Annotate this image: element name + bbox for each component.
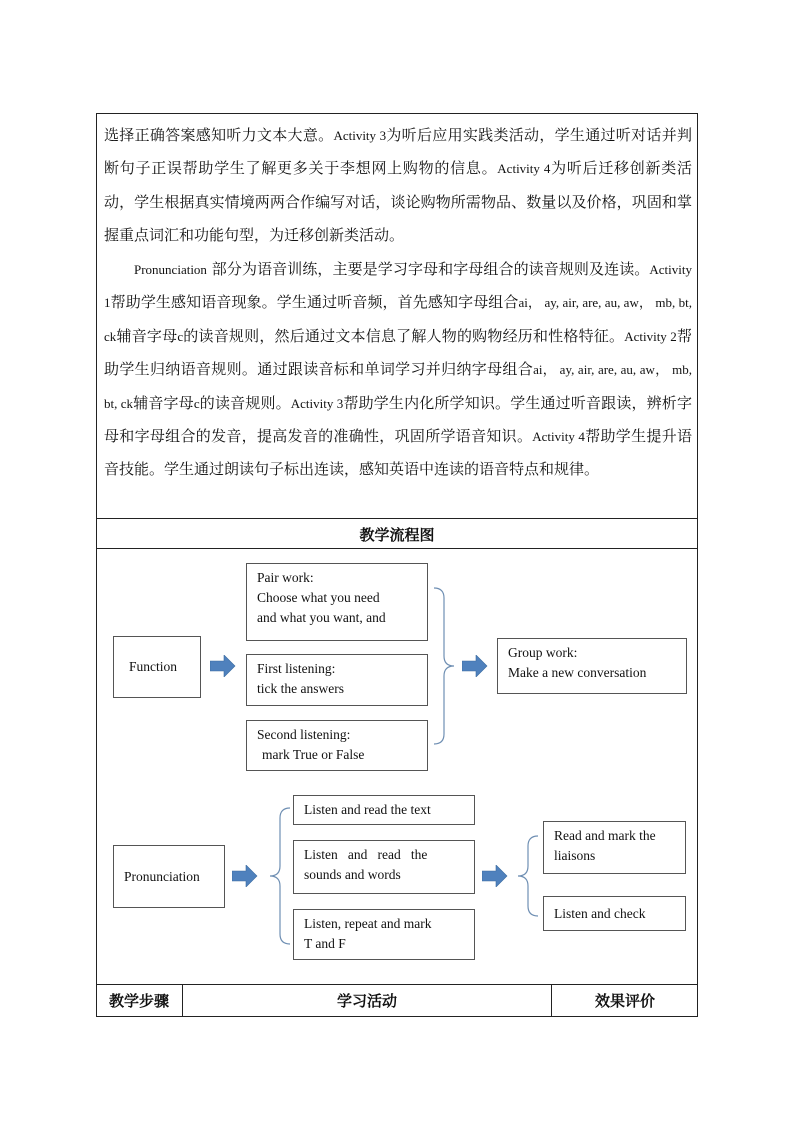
first-listening-line-2: tick the answers — [257, 681, 344, 696]
function-node-label: Function — [129, 659, 178, 674]
p2-activity-3: Activity 3 — [290, 395, 344, 411]
p2-letters-1: ai， ay, air, are, au, aw， mb, bt, ck — [104, 295, 692, 344]
p2-text-6: 辅音字母 — [133, 393, 194, 412]
p2-text-2: 帮助学生感知语音现象。学生通过听音频，首先感知字母组合 — [110, 293, 519, 312]
listen-repeat-line-2: T and F — [304, 936, 346, 951]
group-work-box — [497, 638, 687, 694]
p1-activity-3: Activity 3 — [333, 128, 387, 143]
pair-work-line-1: Pair work: — [257, 570, 314, 585]
read-mark-line-1: Read and mark the — [554, 828, 656, 843]
p2-letter-c-2: c — [193, 395, 200, 411]
pronunciation-node-label: Pronunciation — [124, 868, 200, 884]
pair-work-line-2: Choose what you need — [257, 590, 380, 605]
arrow-right-icon — [482, 865, 508, 887]
footer-teaching-steps: 教学步骤 — [108, 992, 169, 1010]
first-listening-box — [246, 654, 428, 706]
function-node — [113, 636, 201, 698]
p2-letter-c-1: c — [177, 328, 184, 344]
p1-text-2: 为听后应用实践类活动，学生通过听对话并判断句子正误帮助学生了解更多关于李想网上购物的信息。 — [104, 126, 692, 178]
result-bracket — [512, 834, 540, 918]
flow-chart-title: 教学流程图 — [359, 526, 435, 544]
first-listening-line-1: First listening: — [257, 661, 336, 676]
p1-text-3: 为听后迁移创新类活动，学生根据真实情境两两合作编写对话，谈论购物所需物品、数量以及价格，巩固和掌握重点词汇和功能句型，为迁移创新类活动。 — [104, 159, 692, 245]
footer-learning-activities: 学习活动 — [336, 992, 397, 1010]
arrow-right-icon — [462, 655, 488, 677]
p2-pronunciation: Pronunciation — [134, 262, 207, 277]
second-listening-line-1: Second listening: — [257, 727, 351, 742]
pair-work-box — [246, 563, 428, 641]
listen-read-sounds-line-2: sounds and words — [304, 867, 401, 882]
p1-activity-4: Activity 4 — [497, 161, 551, 177]
arrow-right-icon — [232, 865, 258, 887]
listen-check-box — [543, 896, 686, 931]
footer-effect-evaluation: 效果评价 — [594, 992, 655, 1010]
second-listening-box — [246, 720, 428, 771]
group-work-line-2: Make a new conversation — [508, 665, 647, 680]
listen-read-text-label: Listen and read the text — [304, 802, 431, 817]
read-mark-line-2: liaisons — [554, 848, 596, 863]
p2-text-1: 部分为语音训练，主要是学习字母和字母组合的读音规则及连读。 — [211, 260, 650, 278]
pronunciation-node — [113, 845, 225, 908]
listen-read-sounds-line-1: Listen and read the — [304, 847, 428, 862]
listen-check-label: Listen and check — [554, 905, 646, 921]
p2-text-4: 的读音规则，然后通过文本信息了解人物的购物经历和性格特征。 — [183, 326, 625, 345]
pronunciation-bracket — [262, 806, 292, 946]
p2-activity-1: Activity 1 — [104, 262, 692, 311]
listen-read-sounds-box — [293, 840, 475, 894]
description-paragraph-1 — [104, 119, 692, 253]
listen-repeat-line-1: Listen, repeat and mark — [304, 916, 432, 931]
description-paragraph-2 — [104, 253, 692, 487]
p2-text-9: 帮助学生提升语音技能。学生通过朗读句子标出连读，感知英语中连读的语音特点和规律。 — [104, 427, 692, 479]
listen-repeat-box — [293, 909, 475, 960]
p2-letters-2: ai， ay, air, are, au, aw， mb, bt, ck — [104, 362, 692, 411]
p1-text-1: 选择正确答案感知听力文本大意。 — [104, 126, 334, 144]
p2-activity-4: Activity 4 — [532, 429, 585, 445]
p2-text-8: 帮助学生内化所学知识。学生通过听音跟读，辨析字母和字母组合的发音，提高发音的准确性，巩固所学语音知识。 — [104, 393, 692, 446]
arrow-right-icon — [210, 655, 236, 677]
p2-activity-2: Activity 2 — [624, 328, 677, 344]
pair-work-line-3: and what you want, and — [257, 610, 386, 625]
p2-text-5: 帮助学生归纳语音规则。通过跟读音标和单词学习并归纳字母组合 — [104, 326, 692, 379]
function-bracket — [432, 586, 462, 746]
p2-text-7: 的读音规则。 — [199, 393, 291, 412]
second-listening-line-2: mark True or False — [262, 747, 365, 762]
divider-description — [96, 518, 698, 519]
listen-read-text-box — [293, 795, 475, 825]
p2-text-3: 辅音字母 — [116, 326, 178, 345]
group-work-line-1: Group work: — [508, 645, 578, 660]
read-mark-liaisons-box — [543, 821, 686, 874]
